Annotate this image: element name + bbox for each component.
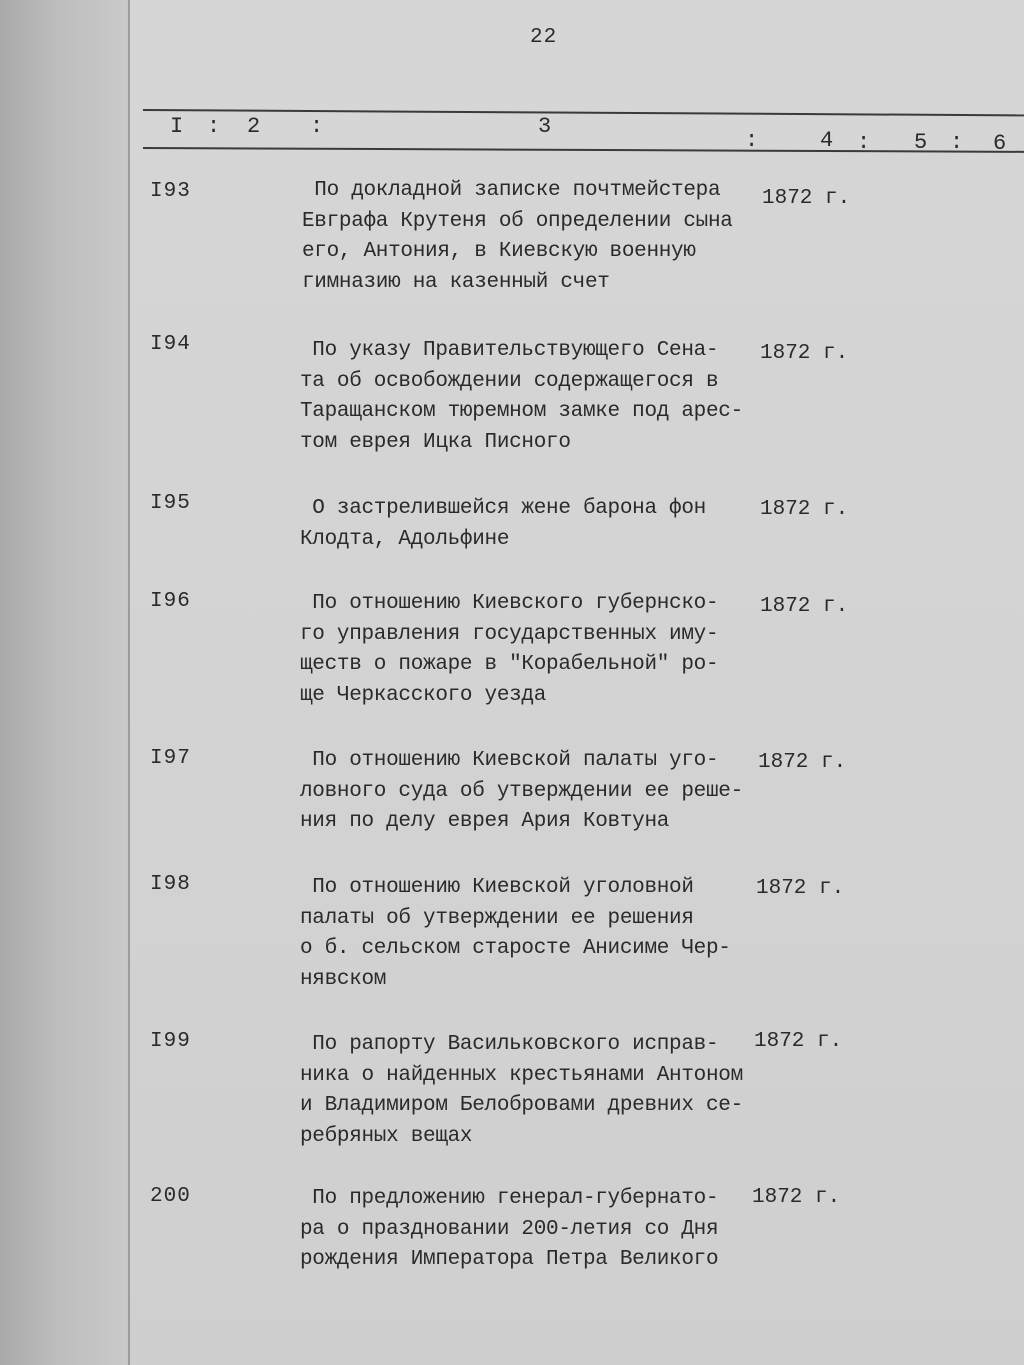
record-number: I95 bbox=[150, 492, 191, 515]
header-separator: : bbox=[310, 114, 324, 139]
header-col-1: I bbox=[170, 114, 184, 139]
record-number: I99 bbox=[150, 1030, 191, 1053]
record-description: По отношению Киевской уголовной палаты об утверждении ее решения о б. сельском старосте Анисиме Чер- нявском bbox=[300, 876, 731, 991]
record-description: По рапорту Васильковского исправ- ника о найденных крестьянами Антоном и Владимиром Белобровами древних се- ребряных вещах bbox=[300, 1033, 743, 1148]
record-year: 1872 г. bbox=[752, 1186, 841, 1209]
page-number: 22 bbox=[530, 26, 558, 49]
header-separator: : bbox=[857, 130, 871, 155]
record-description: По предложению генерал-губернато- ра о праздновании 200-летия со Дня рождения Императора Петра Великого bbox=[300, 1187, 719, 1271]
record-number: I94 bbox=[150, 333, 191, 356]
record-number: 200 bbox=[150, 1185, 191, 1208]
record-description: О застрелившейся жене барона фон Клодта, Адольфине bbox=[300, 497, 706, 551]
header-col-3: 3 bbox=[538, 114, 552, 139]
header-col-4: 4 bbox=[820, 128, 834, 153]
header-col-2: 2 bbox=[247, 114, 261, 139]
record-description: По отношению Киевской палаты уго- ловного суда об утверждении ее реше- ния по делу еврея Ария Ковтуна bbox=[300, 749, 743, 833]
header-separator: : bbox=[745, 128, 759, 153]
record-year: 1872 г. bbox=[760, 595, 849, 618]
record-number: I98 bbox=[150, 873, 191, 896]
record-description: По отношению Киевского губернско- го управления государственных иму- ществ о пожаре в "Корабельной" ро- ще Черкасского уезда bbox=[300, 592, 719, 707]
header-separator: : bbox=[207, 114, 221, 139]
record-number: I93 bbox=[150, 180, 191, 203]
record-year: 1872 г. bbox=[754, 1030, 843, 1053]
record-year: 1872 г. bbox=[762, 187, 851, 210]
binding-edge bbox=[0, 0, 140, 1365]
header-col-5: 5 bbox=[914, 130, 928, 155]
record-year: 1872 г. bbox=[760, 342, 849, 365]
record-year: 1872 г. bbox=[756, 877, 845, 900]
header-separator: : bbox=[950, 130, 964, 155]
record-description: По докладной записке почтмейстера Евграфа Крутеня об определении сына его, Антония, в Киевскую военную гимназию на казенный счет bbox=[302, 179, 733, 294]
header-col-6: 6 bbox=[993, 131, 1007, 156]
record-description: По указу Правительствующего Сена- та об освобождении содержащегося в Таращанском тюремном замке под арес- том еврея Ицка Писного bbox=[300, 339, 743, 454]
record-number: I96 bbox=[150, 590, 191, 613]
record-number: I97 bbox=[150, 747, 191, 770]
record-year: 1872 г. bbox=[758, 751, 847, 774]
record-year: 1872 г. bbox=[760, 498, 849, 521]
